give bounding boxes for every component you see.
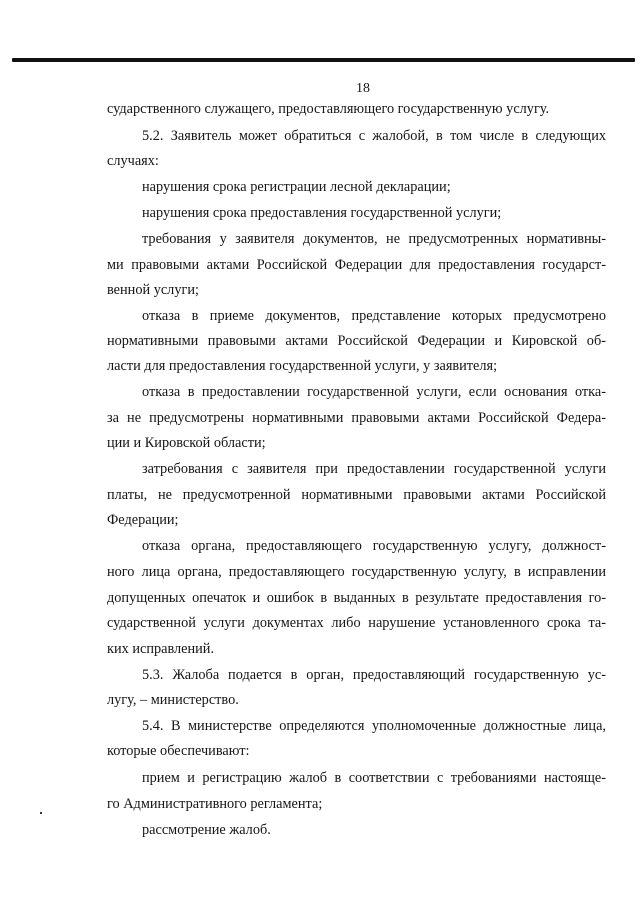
text-line: сударственной услуги документах либо нарушение установленного срока та- bbox=[107, 615, 606, 631]
header-rule bbox=[12, 58, 635, 62]
page-number: 18 bbox=[356, 81, 370, 96]
text-line: венной услуги; bbox=[107, 282, 199, 298]
text-line: го Административного регламента; bbox=[107, 796, 323, 812]
text-line: 5.3. Жалоба подается в орган, предоставляющий государственную ус- bbox=[142, 667, 606, 683]
scan-speck bbox=[40, 812, 42, 814]
text-line: за не предусмотрены нормативными правовыми актами Российской Федера- bbox=[107, 410, 606, 426]
text-line: лугу, – министерство. bbox=[107, 692, 239, 708]
text-line: сударственного служащего, предоставляющего государственную услугу. bbox=[107, 101, 550, 117]
text-line: нарушения срока регистрации лесной декларации; bbox=[142, 179, 451, 195]
text-line: Федерации; bbox=[107, 512, 179, 528]
text-line: ного лица органа, предоставляющего государственную услугу, в исправлении bbox=[107, 564, 606, 580]
text-line: нарушения срока предоставления государственной услуги; bbox=[142, 205, 502, 221]
text-line: отказа органа, предоставляющего государственную услугу, должност- bbox=[142, 538, 606, 554]
text-line: допущенных опечаток и ошибок в выданных в результате предоставления го- bbox=[107, 590, 606, 606]
text-line: которые обеспечивают: bbox=[107, 743, 250, 759]
text-line: платы, не предусмотренной нормативными правовыми актами Российской bbox=[107, 487, 606, 503]
text-line: прием и регистрацию жалоб в соответствии с требованиями настояще- bbox=[142, 770, 606, 786]
text-line: рассмотрение жалоб. bbox=[142, 822, 271, 838]
text-line: ких исправлений. bbox=[107, 641, 215, 657]
text-line: ции и Кировской области; bbox=[107, 435, 266, 451]
text-line: ми правовыми актами Российской Федерации для предоставления государст- bbox=[107, 257, 606, 273]
text-line: случаях: bbox=[107, 153, 159, 169]
text-line: нормативными правовыми актами Российской Федерации и Кировской об- bbox=[107, 333, 606, 349]
text-line: затребования с заявителя при предоставлении государственной услуги bbox=[142, 461, 606, 477]
text-line: отказа в приеме документов, представление которых предусмотрено bbox=[142, 308, 606, 324]
text-line: требования у заявителя документов, не предусмотренных нормативны- bbox=[142, 231, 606, 247]
text-line: 5.2. Заявитель может обратиться с жалобой, в том числе в следующих bbox=[142, 128, 606, 144]
text-line: отказа в предоставлении государственной услуги, если основания отка- bbox=[142, 384, 606, 400]
text-line: ласти для предоставления государственной услуги, у заявителя; bbox=[107, 358, 498, 374]
text-line: 5.4. В министерстве определяются уполномоченные должностные лица, bbox=[142, 718, 606, 734]
